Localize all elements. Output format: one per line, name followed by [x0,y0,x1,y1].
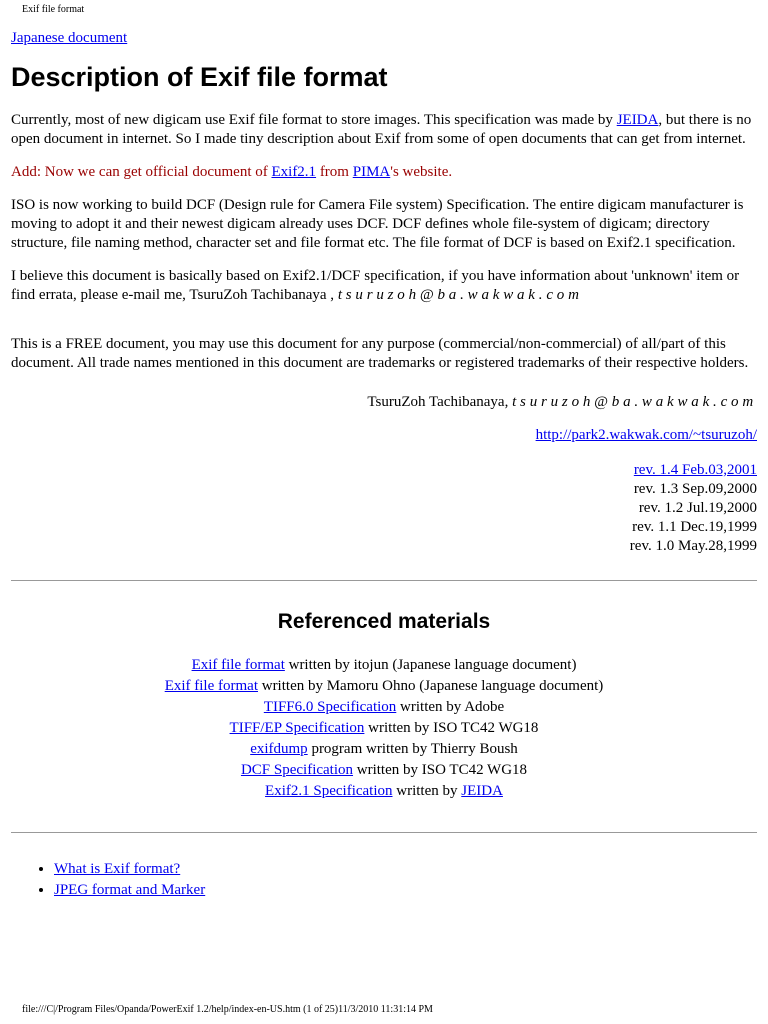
add-note-text-2: from [316,164,353,180]
reference-link[interactable]: exifdump [250,741,308,757]
reference-jeida-link[interactable]: JEIDA [461,783,503,799]
homepage-line [11,426,757,445]
intro-paragraph [11,111,757,149]
toc-item [54,880,757,901]
reference-link[interactable]: DCF Specification [240,762,354,778]
errata-text: I believe this document is basically based on Exif2.1/DCF specification, if you have information about 'unknown' item or find errata, please e-mail me, TsuruZoh Tachibanaya , [11,268,740,303]
reference-item [11,781,757,802]
revision-line [11,461,757,480]
reference-item [11,655,757,676]
reference-link[interactable]: Exif file format [191,657,285,673]
revision-line: rev. 1.1 Dec.19,1999 [632,519,757,535]
reference-description: written by ISO TC42 WG18 [353,762,528,778]
reference-description: written by itojun (Japanese language document) [284,657,577,673]
reference-link[interactable]: Exif2.1 Specification [265,783,393,799]
revision-line: rev. 1.0 May.28,1999 [629,538,757,554]
author-email: tsuruzoh@ba.wakwak.com [337,287,583,303]
revision-1-4-link[interactable]: rev. 1.4 Feb.03,2001 [633,462,757,478]
japanese-document-line [11,30,757,47]
revision-line: rev. 1.3 Sep.09,2000 [633,481,757,497]
referenced-materials-heading: Referenced materials [277,610,491,633]
reference-link[interactable]: Exif file format [164,678,258,694]
iso-paragraph: ISO is now working to build DCF (Design rule for Camera File system) Specification. The entire digicam manufacturer is moving to adopt it and their newest digicam already uses DCF. DCF defines whole file-system of digicam; directory structure, file naming method, character set and file format etc. The file format of DCF is based on Exif2.1 specification. [11,197,744,251]
signature [11,393,757,412]
reference-link[interactable]: TIFF6.0 Specification [263,699,397,715]
revision-history [11,461,757,556]
reference-description: program written by Thierry Boush [307,741,518,757]
reference-item [11,697,757,718]
signature-name: TsuruZoh Tachibanaya, [367,394,513,410]
exif21-link[interactable]: Exif2.1 [271,164,317,180]
errata-paragraph [11,267,757,305]
reference-item [11,760,757,781]
reference-item [11,718,757,739]
toc-link-what-is-exif[interactable]: What is Exif format? [54,861,181,877]
document-body [11,30,757,901]
add-note-text-3: 's website. [390,164,453,180]
reference-description: written by [392,783,462,799]
divider [11,580,757,581]
japanese-document-link[interactable]: Japanese document [11,30,128,46]
homepage-link[interactable]: http://park2.wakwak.com/~tsuruzoh/ [535,427,757,443]
reference-item [11,739,757,760]
intro-text-1: Currently, most of new digicam use Exif file format to store images. This specification was made by [11,112,617,128]
toc-item [54,859,757,880]
toc-link-jpeg-marker[interactable]: JPEG format and Marker [54,882,206,898]
reference-description: written by Mamoru Ohno (Japanese language document) [257,678,604,694]
page-title: Description of Exif file format [11,62,388,92]
referenced-materials-list [11,655,757,802]
reference-description: written by ISO TC42 WG18 [364,720,539,736]
add-note-text-1: Add: Now we can get official document of [11,164,272,180]
add-note-paragraph [11,163,757,182]
pima-link[interactable]: PIMA [352,164,391,180]
table-of-contents [11,859,757,901]
reference-item [11,676,757,697]
reference-description: written by Adobe [396,699,505,715]
page-header-title: Exif file format [22,4,85,15]
free-document-paragraph: This is a FREE document, you may use this document for any purpose (commercial/non-commercial) of all/part of this document. All trade names mentioned in this document are trademarks or registered trademarks of their respective holders. [11,336,749,371]
reference-link[interactable]: TIFF/EP Specification [229,720,365,736]
page-footer: file:///C|/Program Files/Opanda/PowerExif 1.2/help/index-en-US.htm (1 of 25)11/3/2010 11:31:14 PM [22,1004,433,1015]
signature-email: tsuruzoh@ba.wakwak.com [512,394,757,410]
jeida-link[interactable]: JEIDA [616,112,659,128]
divider [11,832,757,833]
revision-line: rev. 1.2 Jul.19,2000 [638,500,757,516]
intro-text-2: , but there is no open document in internet. So I made tiny description about Exif from some of open documents that can get from internet. [11,112,752,147]
